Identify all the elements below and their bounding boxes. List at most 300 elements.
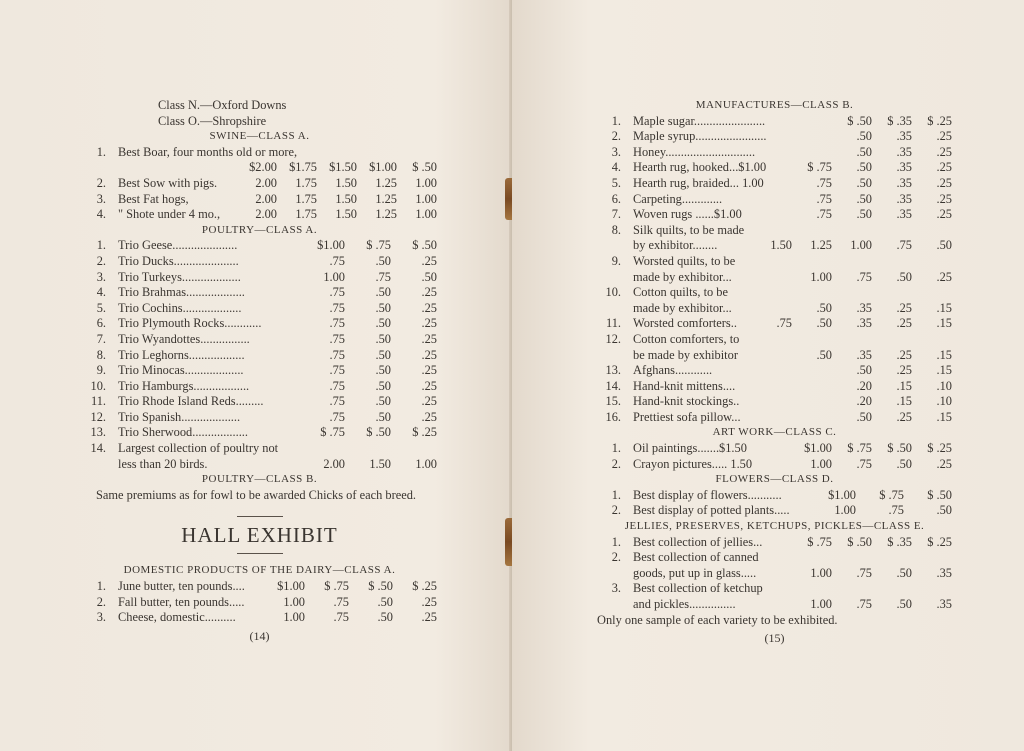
closing-note: Only one sample of each variety to be exhibited.: [597, 612, 838, 627]
premium-value: .50: [375, 394, 391, 409]
list-item: [82, 348, 437, 364]
item-label: less than 20 birds.: [118, 456, 208, 471]
list-item: [82, 176, 437, 192]
premium-value: $ .50: [847, 113, 872, 128]
item-number: 3.: [611, 144, 621, 159]
item-label: Maple syrup.......................: [633, 129, 767, 144]
premium-value: $ .75: [320, 425, 345, 440]
premium-value: .25: [421, 378, 437, 393]
item-number: 12.: [605, 331, 621, 346]
list-item: [597, 535, 952, 551]
premium-value: $1.75: [289, 160, 317, 175]
item-number: 1.: [96, 579, 106, 594]
jellies-heading: JELLIES, PRESERVES, KETCHUPS, PICKLES—CLASS E.: [624, 520, 925, 533]
item-number: 2.: [611, 503, 621, 518]
item-number: 1.: [96, 238, 106, 253]
premium-value: 1.75: [295, 175, 317, 190]
premium-value: .50: [936, 503, 952, 518]
item-label: and pickles...............: [633, 597, 736, 611]
item-label: Best Sow with pigs.: [118, 175, 218, 190]
premium-value: .25: [896, 316, 912, 331]
premium-value: .75: [856, 269, 872, 284]
item-number: 7.: [96, 331, 106, 346]
premium-value: .35: [856, 316, 872, 331]
item-label: Trio Geese.....................: [118, 238, 238, 253]
premium-value: .25: [421, 316, 437, 331]
premium-value: .50: [856, 175, 872, 190]
premium-value: .50: [375, 363, 391, 378]
item-label: Best collection of ketchup: [633, 581, 763, 596]
list-item: [82, 363, 437, 379]
item-label: Hearth rug, braided... 1.00: [633, 175, 764, 190]
list-item: [597, 270, 952, 286]
item-label: Fall butter, ten pounds.....: [118, 594, 245, 609]
premium-value: $ .75: [807, 160, 832, 175]
poultry-list: [82, 238, 437, 472]
premium-value: .15: [936, 300, 952, 315]
poultry-heading: POULTRY—CLASS A.: [201, 223, 318, 236]
premium-value: .50: [856, 129, 872, 144]
item-number: 14.: [90, 441, 106, 456]
premium-value: $ .50: [847, 534, 872, 549]
list-item: [597, 394, 952, 410]
premium-value: .75: [329, 285, 345, 300]
premium-value: .15: [936, 409, 952, 424]
premium-value: .50: [896, 269, 912, 284]
item-label: made by exhibitor...: [633, 269, 732, 284]
item-number: 1.: [611, 441, 621, 456]
item-label: goods, put up in glass.....: [633, 565, 757, 580]
premium-value: $ .50: [368, 579, 393, 594]
premium-value: $ .25: [412, 425, 437, 440]
premium-value: $ .50: [412, 238, 437, 253]
list-item: [82, 595, 437, 611]
item-label: by exhibitor........: [633, 238, 718, 253]
item-label: Trio Turkeys...................: [118, 269, 241, 284]
item-number: 10.: [90, 378, 106, 393]
premium-value: $ .35: [887, 113, 912, 128]
premium-value: 2.00: [255, 191, 277, 206]
premium-value: .25: [936, 191, 952, 206]
item-label: Cotton comforters, to: [633, 331, 740, 346]
list-item: [82, 425, 437, 441]
premium-value: .75: [856, 456, 872, 471]
item-label: June butter, ten pounds....: [118, 579, 245, 594]
list-item: [82, 160, 437, 176]
list-item: [597, 503, 952, 519]
premium-value: .50: [936, 238, 952, 253]
item-label: Best Boar, four months old or more,: [118, 144, 298, 159]
list-item: [597, 301, 952, 317]
premium-value: .15: [936, 363, 952, 378]
list-item: [597, 332, 952, 348]
list-item: [82, 270, 437, 286]
premium-value: .25: [421, 363, 437, 378]
premium-value: 1.00: [323, 269, 345, 284]
premium-value: $ .50: [887, 441, 912, 456]
premium-value: $ .35: [887, 534, 912, 549]
premium-value: .25: [421, 409, 437, 424]
item-number: 6.: [611, 191, 621, 206]
item-number: 11.: [90, 394, 106, 409]
premium-value: .50: [896, 597, 912, 611]
item-label: Trio Plymouth Rocks............: [118, 316, 262, 331]
list-item: [597, 550, 952, 566]
right-page: [512, 0, 1024, 751]
item-label: Trio Sherwood..................: [118, 425, 248, 440]
premium-value: $1.00: [369, 160, 397, 175]
premium-value: .50: [375, 316, 391, 331]
premium-value: .75: [329, 409, 345, 424]
premium-value: $ .25: [927, 113, 952, 128]
premium-value: .25: [421, 331, 437, 346]
item-number: 1.: [611, 534, 621, 549]
premium-value: 1.50: [770, 238, 792, 253]
premium-value: .25: [421, 285, 437, 300]
item-number: 1.: [96, 144, 106, 159]
item-number: 9.: [96, 363, 106, 378]
premium-value: 1.00: [810, 269, 832, 284]
premium-value: .75: [816, 175, 832, 190]
item-label: Silk quilts, to be made: [633, 222, 745, 237]
list-item: [597, 316, 952, 332]
item-label: Maple sugar.......................: [633, 113, 766, 128]
premium-value: $ .50: [412, 160, 437, 175]
item-number: 4.: [96, 207, 106, 222]
premium-value: .50: [375, 409, 391, 424]
premium-value: 1.00: [850, 238, 872, 253]
premium-value: .25: [421, 610, 437, 625]
list-item: [82, 254, 437, 270]
premium-value: .75: [329, 347, 345, 362]
premium-value: .25: [936, 456, 952, 471]
premium-value: .75: [329, 331, 345, 346]
item-number: 2.: [611, 456, 621, 471]
premium-value: .75: [856, 597, 872, 611]
item-label: Cheese, domestic..........: [118, 610, 236, 625]
item-number: 2.: [96, 175, 106, 190]
list-item: [597, 488, 952, 504]
premium-value: .75: [816, 191, 832, 206]
manufactures-heading: MANUFACTURES—CLASS B.: [695, 99, 854, 111]
premium-value: .50: [375, 285, 391, 300]
item-label: made by exhibitor...: [633, 300, 732, 315]
class-n-line: Class N.—Oxford Downs: [158, 98, 287, 112]
art-heading: ART WORK—CLASS C.: [712, 426, 837, 439]
item-number: 4.: [96, 285, 106, 300]
list-item: [82, 285, 437, 301]
swine-heading: SWINE—CLASS A.: [209, 130, 310, 143]
premium-value: 1.75: [295, 191, 317, 206]
list-item: [82, 238, 437, 254]
class-o-line: Class O.—Shropshire: [158, 113, 267, 128]
list-item: [82, 457, 437, 473]
swine-list: [82, 145, 437, 223]
premium-value: .25: [936, 129, 952, 144]
premium-value: 1.00: [810, 597, 832, 611]
list-item: [82, 301, 437, 317]
item-number: 4.: [611, 160, 621, 175]
premium-value: .35: [896, 191, 912, 206]
item-label: Trio Rhode Island Reds.........: [118, 394, 264, 409]
premium-value: .10: [936, 378, 952, 393]
item-label: Woven rugs ......$1.00: [633, 207, 742, 222]
item-label: Hand-knit stockings..: [633, 394, 740, 409]
premium-value: .35: [856, 347, 872, 362]
list-item: [597, 238, 952, 254]
premium-value: .50: [856, 144, 872, 159]
premium-value: 1.25: [375, 191, 397, 206]
premium-value: .50: [377, 610, 393, 625]
premium-value: .75: [856, 565, 872, 580]
premium-value: .75: [329, 394, 345, 409]
item-label: be made by exhibitor: [633, 347, 738, 362]
item-label: Trio Hamburgs..................: [118, 378, 250, 393]
premium-value: $ .50: [927, 487, 952, 502]
list-item: [82, 610, 437, 626]
list-item: [597, 597, 952, 613]
item-number: 11.: [605, 316, 621, 331]
art-list: [597, 441, 952, 472]
premium-value: 1.75: [295, 207, 317, 222]
premium-value: .35: [896, 207, 912, 222]
item-number: 9.: [611, 253, 621, 268]
list-item: [82, 145, 437, 161]
item-label: Hand-knit mittens....: [633, 378, 736, 393]
premium-value: $1.00: [277, 579, 305, 594]
premium-value: .25: [936, 269, 952, 284]
premium-value: 1.50: [369, 456, 391, 471]
list-item: [82, 379, 437, 395]
premium-value: 2.00: [255, 175, 277, 190]
premium-value: .50: [377, 594, 393, 609]
item-label: Worsted comforters..: [633, 316, 737, 331]
item-label: Trio Leghorns..................: [118, 347, 245, 362]
item-label: Oil paintings.......$1.50: [633, 441, 747, 456]
item-label: Best display of potted plants.....: [633, 503, 790, 518]
list-item: [597, 192, 952, 208]
list-item: [82, 207, 437, 223]
item-label: Trio Brahmas...................: [118, 285, 245, 300]
item-number: 2.: [96, 594, 106, 609]
premium-value: 1.00: [415, 456, 437, 471]
item-label: Cotton quilts, to be: [633, 285, 728, 300]
flowers-list: [597, 488, 952, 519]
item-label: " Shote under 4 mo.,: [118, 207, 221, 222]
premium-value: .20: [856, 394, 872, 409]
premium-value: 1.00: [415, 175, 437, 190]
premium-value: .50: [816, 316, 832, 331]
item-label: Best display of flowers...........: [633, 487, 782, 502]
premium-value: .10: [936, 394, 952, 409]
premium-value: .35: [896, 129, 912, 144]
premium-value: 1.50: [335, 175, 357, 190]
premium-value: $ .25: [927, 534, 952, 549]
dairy-heading: DOMESTIC PRODUCTS OF THE DAIRY—CLASS A.: [123, 564, 396, 577]
premium-value: $ .75: [847, 441, 872, 456]
premium-value: .25: [421, 347, 437, 362]
premium-value: 2.00: [255, 207, 277, 222]
premium-value: .25: [936, 175, 952, 190]
item-number: 10.: [605, 285, 621, 300]
list-item: [597, 285, 952, 301]
list-item: [597, 176, 952, 192]
premium-value: 1.00: [415, 191, 437, 206]
list-item: [597, 145, 952, 161]
premium-value: $1.00: [317, 238, 345, 253]
premium-value: .50: [816, 300, 832, 315]
item-label: Trio Wyandottes................: [118, 331, 250, 346]
premium-value: 1.00: [415, 207, 437, 222]
premium-value: .15: [896, 378, 912, 393]
premium-value: .75: [329, 253, 345, 268]
premium-value: .25: [421, 394, 437, 409]
premium-value: .35: [896, 175, 912, 190]
list-item: [597, 410, 952, 426]
list-item: [597, 129, 952, 145]
item-number: 1.: [611, 113, 621, 128]
item-number: 3.: [96, 191, 106, 206]
list-item: [82, 332, 437, 348]
list-item: [597, 114, 952, 130]
premium-value: .15: [896, 394, 912, 409]
premium-value: .75: [776, 316, 792, 331]
list-item: [597, 223, 952, 239]
item-number: 12.: [90, 409, 106, 424]
premium-value: .75: [329, 300, 345, 315]
premium-value: .35: [936, 565, 952, 580]
premium-value: 1.25: [375, 175, 397, 190]
premium-value: .25: [936, 207, 952, 222]
item-number: 5.: [96, 300, 106, 315]
premium-value: .75: [329, 316, 345, 331]
premium-value: .50: [375, 347, 391, 362]
left-column: [82, 98, 437, 644]
premium-value: 1.50: [335, 191, 357, 206]
premium-value: .25: [421, 253, 437, 268]
premium-value: .75: [329, 363, 345, 378]
premium-value: .50: [816, 347, 832, 362]
premium-value: $1.00: [804, 441, 832, 456]
premium-value: $ .75: [324, 579, 349, 594]
list-item: [597, 457, 952, 473]
premium-value: .25: [421, 300, 437, 315]
premium-value: $2.00: [249, 160, 277, 175]
premium-value: 2.00: [323, 456, 345, 471]
item-label: Trio Minocas...................: [118, 363, 244, 378]
item-label: Afghans............: [633, 363, 713, 378]
premium-value: $ .75: [879, 487, 904, 502]
premium-value: .50: [896, 565, 912, 580]
premium-value: 1.00: [810, 565, 832, 580]
premium-value: .50: [856, 409, 872, 424]
item-label: Trio Ducks.....................: [118, 253, 239, 268]
premium-value: $1.50: [329, 160, 357, 175]
premium-value: 1.00: [283, 610, 305, 625]
premium-value: .25: [896, 363, 912, 378]
list-item: [597, 254, 952, 270]
list-item: [597, 566, 952, 582]
premium-value: .50: [375, 378, 391, 393]
item-label: Crayon pictures..... 1.50: [633, 456, 753, 471]
premium-value: .75: [896, 238, 912, 253]
list-item: [597, 379, 952, 395]
premium-value: .25: [896, 409, 912, 424]
premium-value: .50: [856, 363, 872, 378]
list-item: [82, 192, 437, 208]
item-label: Trio Cochins...................: [118, 300, 242, 315]
poultry-b-text: Same premiums as for fowl to be awarded Chicks of each breed.: [96, 487, 416, 502]
premium-value: .50: [856, 207, 872, 222]
premium-value: .50: [375, 300, 391, 315]
item-label: Trio Spanish...................: [118, 409, 241, 424]
flowers-heading: FLOWERS—CLASS D.: [715, 473, 834, 486]
item-number: 13.: [90, 425, 106, 440]
premium-value: .15: [936, 347, 952, 362]
premium-value: .35: [856, 300, 872, 315]
item-label: Carpeting.............: [633, 191, 723, 206]
premium-value: $ .75: [807, 534, 832, 549]
item-number: 3.: [96, 269, 106, 284]
premium-value: 1.50: [335, 207, 357, 222]
item-number: 8.: [611, 222, 621, 237]
item-number: 1.: [611, 487, 621, 502]
hall-exhibit-title: HALL EXHIBIT: [181, 523, 338, 548]
premium-value: .50: [856, 160, 872, 175]
premium-value: $ .25: [412, 579, 437, 594]
divider: [237, 516, 283, 517]
item-number: 6.: [96, 316, 106, 331]
item-number: 3.: [611, 581, 621, 596]
premium-value: .75: [329, 378, 345, 393]
item-label: Best collection of jellies...: [633, 534, 763, 549]
premium-value: $ .75: [366, 238, 391, 253]
item-label: Best collection of canned: [633, 550, 759, 565]
premium-value: .35: [936, 597, 952, 611]
jellies-list: [597, 535, 952, 613]
premium-value: .25: [936, 160, 952, 175]
premium-value: $1.00: [828, 487, 856, 502]
list-item: [82, 579, 437, 595]
premium-value: 1.00: [810, 456, 832, 471]
premium-value: .75: [888, 503, 904, 518]
premium-value: .50: [375, 331, 391, 346]
item-number: 16.: [605, 409, 621, 424]
list-item: [597, 348, 952, 364]
item-number: 2.: [611, 550, 621, 565]
item-number: 5.: [611, 175, 621, 190]
item-number: 2.: [96, 253, 106, 268]
item-number: 7.: [611, 207, 621, 222]
divider: [237, 553, 283, 554]
premium-value: .75: [816, 207, 832, 222]
premium-value: .25: [896, 347, 912, 362]
premium-value: 1.25: [810, 238, 832, 253]
item-label: Prettiest sofa pillow...: [633, 409, 741, 424]
list-item: [597, 363, 952, 379]
premium-value: 1.25: [375, 207, 397, 222]
premium-value: .25: [936, 144, 952, 159]
page-number: (15): [764, 631, 785, 646]
manufactures-list: [597, 114, 952, 426]
list-item: [82, 441, 437, 457]
premium-value: .25: [421, 594, 437, 609]
item-number: 14.: [605, 378, 621, 393]
list-item: [597, 207, 952, 223]
premium-value: .15: [936, 316, 952, 331]
premium-value: .50: [856, 191, 872, 206]
item-number: 15.: [605, 394, 621, 409]
